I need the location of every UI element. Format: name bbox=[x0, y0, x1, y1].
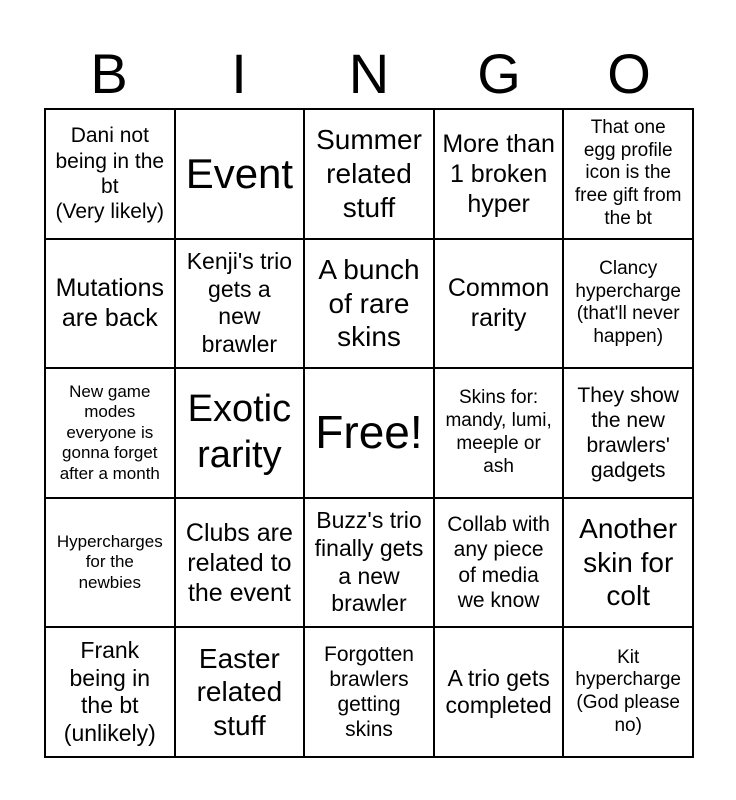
free-space-cell[interactable] bbox=[304, 368, 434, 498]
bingo-cell[interactable] bbox=[45, 498, 175, 628]
cell-text: Skins for: mandy, lumi, meeple or ash bbox=[445, 387, 552, 477]
bingo-cell[interactable] bbox=[434, 498, 564, 628]
bingo-cell[interactable] bbox=[45, 239, 175, 369]
cell-text: Forgotten brawlers getting skins bbox=[324, 642, 414, 742]
bingo-cell[interactable] bbox=[304, 498, 434, 628]
bingo-cell[interactable] bbox=[175, 368, 305, 498]
bingo-cell[interactable] bbox=[304, 627, 434, 757]
cell-text: Clubs are related to the event bbox=[185, 518, 293, 607]
bingo-cell[interactable] bbox=[434, 239, 564, 369]
cell-text: That one egg profile icon is the free gift from the bt bbox=[574, 116, 682, 229]
bingo-grid bbox=[44, 108, 694, 758]
cell-text: Another skin for colt bbox=[579, 513, 678, 612]
cell-text: New game modes everyone is gonna forget after a month bbox=[59, 382, 160, 483]
cell-text: More than 1 broken hyper bbox=[442, 129, 555, 218]
header-letter-b: B bbox=[90, 42, 128, 105]
cell-text: Event bbox=[185, 149, 294, 197]
free-space-text: Free! bbox=[315, 406, 423, 459]
bingo-cell[interactable] bbox=[175, 498, 305, 628]
cell-text: Collab with any piece of media we know bbox=[447, 513, 550, 612]
cell-text: Summer related stuff bbox=[316, 124, 422, 223]
cell-text: Common rarity bbox=[447, 274, 550, 333]
bingo-cell[interactable] bbox=[304, 109, 434, 239]
cell-text: Dani not being in the bt (Very likely) bbox=[55, 124, 165, 223]
header-letter-i: I bbox=[231, 42, 247, 105]
header-letter-o: O bbox=[607, 42, 651, 105]
bingo-cell[interactable] bbox=[563, 498, 693, 628]
bingo-cell[interactable] bbox=[563, 368, 693, 498]
bingo-cell[interactable] bbox=[175, 627, 305, 757]
cell-text: A bunch of rare skins bbox=[318, 254, 420, 353]
bingo-cell[interactable] bbox=[175, 109, 305, 239]
bingo-cell[interactable] bbox=[563, 109, 693, 239]
cell-text: Easter related stuff bbox=[196, 642, 283, 741]
cell-text: They show the new brawlers' gadgets bbox=[577, 383, 679, 483]
bingo-header bbox=[44, 40, 694, 108]
cell-text: Exotic rarity bbox=[187, 388, 292, 476]
cell-text: Hypercharges for the newbies bbox=[56, 532, 163, 592]
cell-text: A trio gets completed bbox=[445, 664, 552, 719]
bingo-cell[interactable] bbox=[45, 627, 175, 757]
bingo-cell[interactable] bbox=[175, 239, 305, 369]
bingo-cell[interactable] bbox=[563, 627, 693, 757]
bingo-cell[interactable] bbox=[434, 109, 564, 239]
cell-text: Buzz's trio finally gets a new brawler bbox=[314, 507, 424, 617]
header-letter-g: G bbox=[477, 42, 521, 105]
bingo-cell[interactable] bbox=[304, 239, 434, 369]
header-letter-n: N bbox=[348, 42, 390, 105]
bingo-cell[interactable] bbox=[434, 627, 564, 757]
cell-text: Clancy hypercharge (that'll never happen) bbox=[575, 257, 681, 348]
bingo-cell[interactable] bbox=[434, 368, 564, 498]
bingo-cell[interactable] bbox=[45, 368, 175, 498]
bingo-cell[interactable] bbox=[563, 239, 693, 369]
cell-text: Kenji's trio gets a new brawler bbox=[186, 248, 293, 357]
cell-text: Frank being in the bt (unlikely) bbox=[63, 637, 156, 746]
bingo-cell[interactable] bbox=[45, 109, 175, 239]
cell-text: Mutations are back bbox=[55, 274, 164, 333]
cell-text: Kit hypercharge (God please no) bbox=[575, 646, 681, 736]
